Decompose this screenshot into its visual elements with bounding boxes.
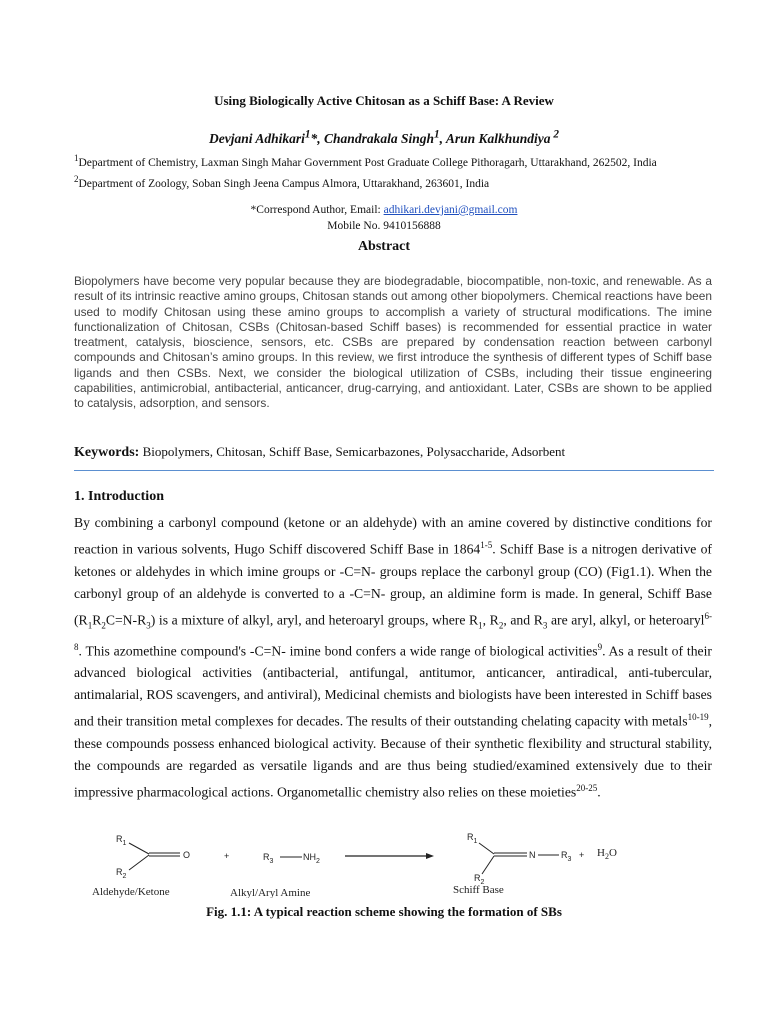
- intro-text-run: , and R: [503, 612, 543, 628]
- arrow-head: [426, 853, 434, 859]
- label-schiff-base: Schiff Base: [453, 884, 504, 896]
- svg-text:O: O: [183, 850, 191, 860]
- intro-text-run: , these compounds possess enhanced biological activity. Because of their synthetic flexibility and structural stability, the compounds are regarded as versatile ligands and are thus being studied/examined extensively due to their impressive pharmacological actions. Organometallic chemistry also relies on these moieties: [74, 713, 712, 800]
- keywords: Keywords: Biopolymers, Chitosan, Schiff Base, Semicarbazones, Polysaccharide, Adsorbent: [74, 444, 566, 460]
- svg-text:H2O: $H_2O$: [597, 847, 617, 861]
- intro-sub-ref: 2: [498, 619, 504, 630]
- affiliation-1: $^1$Department of Chemistry, Laxman Singh Mahar Government Post Graduate College Pithoragarh, Uttarakhand, 262502, India: [74, 153, 657, 169]
- svg-text:R2: $R_2$: [116, 867, 127, 880]
- email-link[interactable]: adhikari.devjani@gmail.com: [383, 204, 518, 216]
- label-amine: Alkyl/Aryl Amine: [230, 887, 311, 898]
- intro-text-run: C=N-R: [105, 612, 147, 628]
- svg-text:R1: $R_1$: [116, 834, 127, 847]
- author-3: Arun Kalkhundiya $^2$: [445, 128, 559, 146]
- bond-r2: [129, 855, 149, 870]
- svg-text:R3: $R_3$: [263, 852, 274, 865]
- intro-sup-ref: 20-25: [576, 782, 598, 793]
- abstract-text: Biopolymers have become very popular because they are biodegradable, biocompatible, non-toxic, and renewable. As a result of its intrinsic reactive amino groups, Chitosan stands out among other biopolymers. Chemical reactions have been used to modify Chitosan using these amino groups to accomplish a variety of structural modifications. The imine functionalization of Chitosan, CSBs (Chitosan-based Schiff bases) is recommended for essential practice in water treatment, catalysis, bioscience, sensors, etc. CSBs are prepared by condensation reaction between carbonyl compounds and Chitosan’s amino groups. In this review, we first introduce the synthesis of different types of Schiff base ligands and then CSBs. Next, we consider the biological utilization of CSBs, including their tissue engineering capabilities, antimicrobial, antibacterial, anticancer, drug-carrying, and antioxidant. Later, CSBs are shown to be applied to catalysis, adsorption, and sensors.: [74, 274, 712, 411]
- svg-text:+: +: [224, 851, 230, 861]
- intro-text-run: . As a result of their advanced biological activities (antibacterial, antifungal, antitumor, anticancer, antiradical, anti-tubercular, antimalarial, ROS scavengers, and antiviral), Medicinal chemists and biologists have been interested in Schiff bases and their transition metal complexes for decades. The results of their outstanding chelating capacity with metals: [74, 643, 712, 729]
- intro-sub-ref: 1: [478, 619, 483, 630]
- label-aldehyde-ketone: Aldehyde/Ketone: [92, 886, 170, 898]
- abstract-heading: Abstract: [357, 239, 411, 254]
- corresponding-author: *Correspond Author, Email: adhikari.devjani@gmail.com: [250, 204, 518, 216]
- section-divider: [74, 470, 714, 471]
- intro-text-run: . Schiff Base is a nitrogen derivative of ketones or aldehydes in which imine groups or -C=N- groups replace the carbonyl group (CO) (Fig1.1). When the carbonyl group of an aldehyde is converted to a -C=N- group, an aldimine form is made. In general, Schiff Base (R: [74, 541, 712, 628]
- mobile-number: Mobile No. 9410156888: [327, 220, 441, 232]
- figure-caption: Fig. 1.1: A typical reaction scheme showing the formation of SBs: [206, 904, 562, 919]
- intro-sub-ref: 1: [87, 619, 93, 630]
- paper-title: Using Biologically Active Chitosan as a Schiff Base: A Review: [214, 93, 554, 108]
- intro-sub-ref: 2: [101, 619, 106, 630]
- intro-text-run: ) is a mixture of alkyl, aryl, and heteroaryl groups, where R: [150, 612, 479, 628]
- svg-text:R1: $R_1$: [467, 832, 478, 845]
- svg-text:+: +: [579, 850, 585, 860]
- affiliation-2: $^2$Department of Zoology, Soban Singh Jeena Campus Almora, Uttarakhand, 263601, India: [74, 174, 490, 190]
- intro-text-run: , R: [482, 612, 499, 628]
- section-heading: 1. Introduction: [74, 489, 164, 504]
- svg-text:NH2: $NH_2$: [303, 852, 320, 865]
- intro-text-run: .: [597, 784, 601, 800]
- intro-sub-ref: 3: [146, 619, 151, 630]
- intro-sup-ref: 6-8: [74, 610, 712, 652]
- author-2: Chandrakala Singh$^1$,: [324, 128, 446, 146]
- intro-sub-ref: 3: [542, 619, 548, 630]
- introduction-paragraph: [74, 512, 712, 804]
- intro-text-run: R: [92, 612, 102, 628]
- bond-r1: [129, 843, 149, 854]
- svg-text:R2: $R_2$: [474, 873, 485, 886]
- reaction-scheme: [74, 826, 674, 898]
- author-1: Devjani Adhikari$^1$*,: [209, 128, 325, 146]
- author-list: [0, 128, 768, 147]
- svg-text:R3: $R_3$: [561, 850, 572, 863]
- sb-bond-r1: [479, 843, 494, 854]
- intro-sup-ref: 9: [597, 641, 603, 652]
- sb-bond-r2: [482, 856, 494, 874]
- intro-text-run: . This azomethine compound's -C=N- imine bond confers a wide range of biological activities: [78, 643, 598, 659]
- intro-text-run: By combining a carbonyl compound (ketone or an aldehyde) with an amine covered by distinctive conditions for reaction in various solvents, Hugo Schiff discovered Schiff Base in 1864: [74, 515, 712, 557]
- intro-sup-ref: 1-5: [480, 540, 493, 550]
- intro-text-run: are aryl, alkyl, or heteroaryl: [547, 612, 705, 628]
- svg-text:N: N: [529, 850, 536, 860]
- intro-sup-ref: 10-19: [687, 712, 709, 723]
